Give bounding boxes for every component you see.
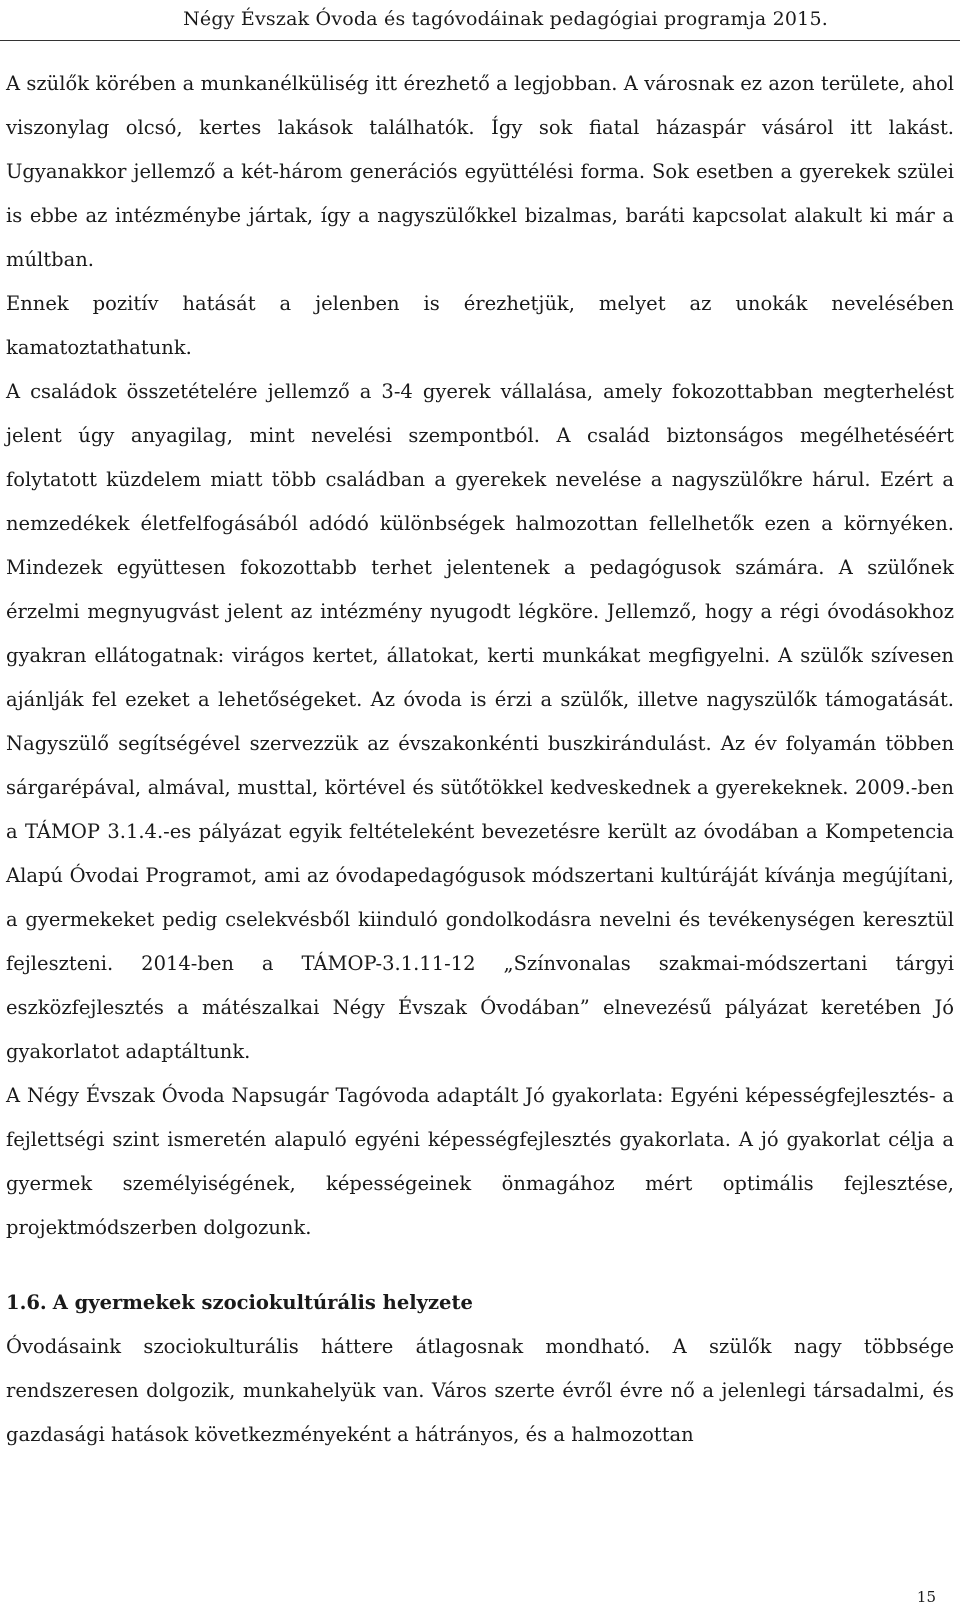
paragraph-sociocultural: Óvodásaink szociokulturális háttere átlagosnak mondható. A szülők nagy többsége rendszeresen dolgozik, munkahelyük van. Város szerte évről évre nő a jelenlegi társadalmi, és gazdasági hatások következményeként a hátrányos, és a halmozottan [6, 1335, 954, 1446]
paragraph-family-composition: A családok összetételére jellemző a 3-4 gyerek vállalása, amely fokozottabban megterhelést jelent úgy anyagilag, mint nevelési szempontból. A család biztonságos megélhetéséért folytatott küzdelem miatt több családban a gyerekek nevelése a nagyszülőkre hárul. Ezért a nemzedékek életfelfogásából adódó különbségek halmozottan fellelhetők ezen a környéken. Mindezek együttesen fokozottabb terhet jelentenek a pedagógusok számára. A szülőnek érzelmi megnyugvást jelent az intézmény nyugodt légköre. Jellemző, hogy a régi óvodásokhoz gyakran ellátogatnak: virágos kertet, állatokat, kerti munkákat megfigyelni. A szülők szívesen ajánlják fel ezeket a lehetőségeket. Az óvoda is érzi a szülők, illetve nagyszülők támogatását. Nagyszülő segítségével szervezzük az évszakonkénti buszkirándulást. Az év folyamán többen sárgarépával, almával, musttal, körtével és sütőtökkel kedveskednek a gyerekeknek. 2009.-ben a TÁMOP 3.1.4.-es pályázat egyik feltételeként bevezetésre került az óvodában a Kompetencia Alapú Óvodai Programot, ami az óvodapedagógusok módszertani kultúráját kívánja megújítani, a gyermekeket pedig cselekvésből kiinduló gondolkodásra nevelni és tevékenységen keresztül fejleszteni. 2014-ben a TÁMOP-3.1.11-12 „Színvonalas szakmai-módszertani tárgyi eszközfejlesztés a mátészalkai Négy Évszak Óvodában” elnevezésű pályázat keretében Jó gyakorlatot adaptáltunk. [6, 380, 954, 1063]
paragraph-good-practice: A Négy Évszak Óvoda Napsugár Tagóvoda adaptált Jó gyakorlata: Egyéni képességfejlesztés- a fejlettségi szint ismeretén alapuló egyéni képességfejlesztés gyakorlata. A jó gyakorlat célja a gyermek személyiségének, képességeinek önmagához mért optimális fejlesztése, projektmódszerben dolgozunk. [6, 1084, 954, 1239]
section-number: 1.6. [6, 1291, 47, 1314]
page-number: 15 [916, 1588, 936, 1606]
document-title: Négy Évszak Óvoda és tagóvodáinak pedagógiai programja 2015. [183, 8, 828, 30]
paragraph-parents-unemployment: A szülők körében a munkanélküliség itt érezhető a legjobban. A városnak ez azon területe, ahol viszonylag olcsó, kertes lakások találhatók. Így sok fiatal házaspár vásárol itt lakást. Ugyanakkor jellemző a két-három generációs együttélési forma. Sok esetben a gyerekek szülei is ebbe az intézménybe jártak, így a nagyszülőkkel bizalmas, baráti kapcsolat alakult ki már a múltban. [6, 72, 954, 271]
section-title: A gyermekek szociokultúrális helyzete [52, 1291, 473, 1314]
section-heading [6, 1281, 954, 1325]
document-body [6, 62, 954, 1457]
paragraph-positive-effect: Ennek pozitív hatását a jelenben is érezhetjük, melyet az unokák nevelésében kamatoztathatunk. [6, 292, 954, 359]
page-header [0, 6, 960, 40]
header-divider [0, 40, 960, 41]
